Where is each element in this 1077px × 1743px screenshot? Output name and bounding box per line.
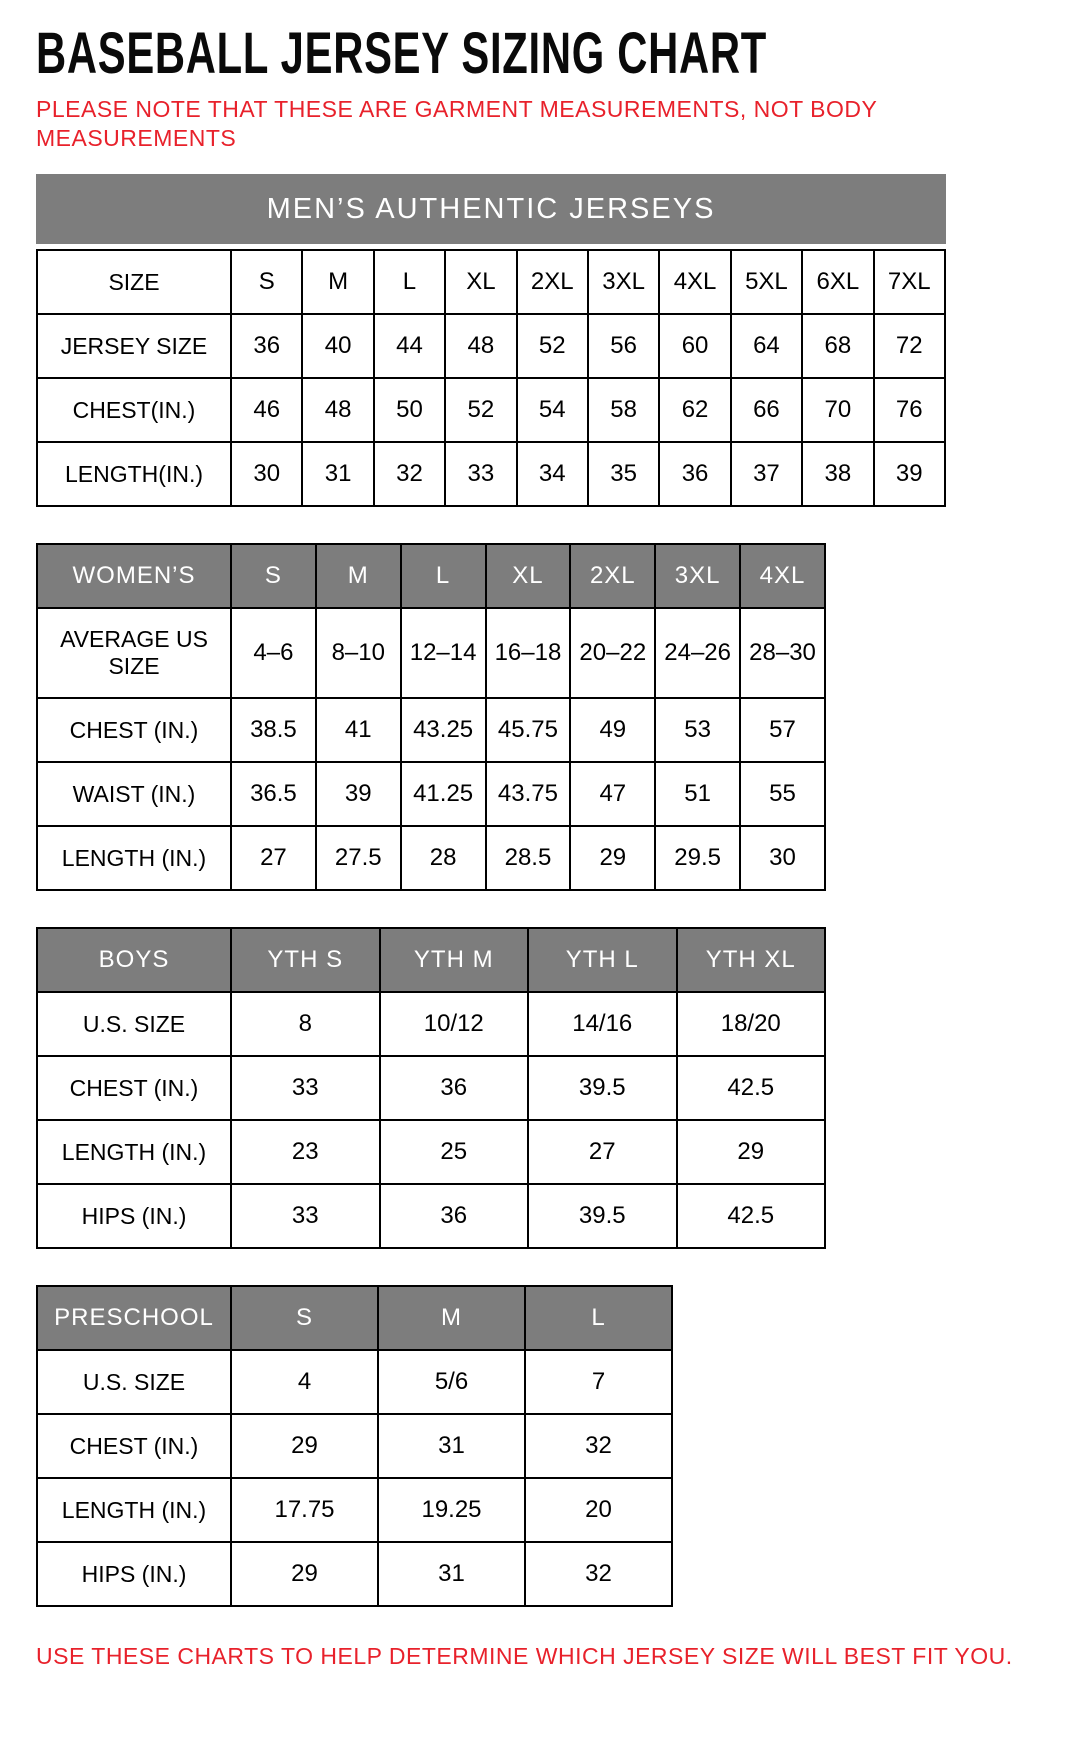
table-row [37,314,945,378]
value-cell: 70 [802,378,873,442]
table-row [37,1184,825,1248]
table-row [37,698,825,762]
value-cell: S [231,250,302,314]
row-label-cell: AVERAGE US SIZE [37,608,231,698]
value-cell: 7 [525,1350,672,1414]
value-cell: 56 [588,314,659,378]
value-cell: 40 [302,314,373,378]
value-cell: XL [445,250,516,314]
value-cell: 62 [659,378,730,442]
value-cell: 33 [445,442,516,506]
mens-size-table [36,249,946,507]
value-cell: 39 [874,442,945,506]
value-cell: M [302,250,373,314]
table-header-row [37,1286,672,1350]
value-cell: 49 [570,698,655,762]
value-cell: 31 [302,442,373,506]
size-header-cell: 3XL [655,544,740,608]
value-cell: 58 [588,378,659,442]
value-cell: 3XL [588,250,659,314]
row-label-cell: CHEST (IN.) [37,1414,231,1478]
value-cell: 5/6 [378,1350,525,1414]
value-cell: 18/20 [677,992,826,1056]
size-header-cell: YTH L [528,928,677,992]
value-cell: 33 [231,1056,380,1120]
value-cell: 27.5 [316,826,401,890]
header-label-cell: PRESCHOOL [37,1286,231,1350]
value-cell: 60 [659,314,730,378]
table-row [37,1478,672,1542]
value-cell: 55 [740,762,825,826]
value-cell: 6XL [802,250,873,314]
value-cell: 43.25 [401,698,486,762]
size-header-cell: YTH S [231,928,380,992]
value-cell: 4–6 [231,608,316,698]
table-row [37,1120,825,1184]
value-cell: 53 [655,698,740,762]
value-cell: 35 [588,442,659,506]
value-cell: 48 [302,378,373,442]
value-cell: 29 [570,826,655,890]
boys-size-table [36,927,826,1249]
row-label-cell: U.S. SIZE [37,992,231,1056]
value-cell: 76 [874,378,945,442]
value-cell: 36.5 [231,762,316,826]
value-cell: 31 [378,1542,525,1606]
value-cell: 33 [231,1184,380,1248]
table-row [37,826,825,890]
table-row [37,1350,672,1414]
table-row [37,992,825,1056]
value-cell: 48 [445,314,516,378]
value-cell: 45.75 [486,698,571,762]
value-cell: 29 [231,1414,378,1478]
value-cell: 39.5 [528,1184,677,1248]
value-cell: 46 [231,378,302,442]
value-cell: 24–26 [655,608,740,698]
size-header-cell: L [401,544,486,608]
value-cell: 12–14 [401,608,486,698]
value-cell: 25 [380,1120,529,1184]
size-header-cell: YTH M [380,928,529,992]
womens-section [36,543,1041,891]
value-cell: 38 [802,442,873,506]
value-cell: 8–10 [316,608,401,698]
mens-section [36,174,1041,507]
value-cell: 38.5 [231,698,316,762]
row-label-cell: U.S. SIZE [37,1350,231,1414]
value-cell: 52 [445,378,516,442]
row-label-cell: CHEST (IN.) [37,1056,231,1120]
table-header-row [37,544,825,608]
table-row [37,378,945,442]
value-cell: 10/12 [380,992,529,1056]
value-cell: 8 [231,992,380,1056]
header-label-cell: BOYS [37,928,231,992]
size-header-cell: 2XL [570,544,655,608]
womens-size-table [36,543,826,891]
table-row [37,1542,672,1606]
value-cell: 32 [525,1542,672,1606]
value-cell: 28–30 [740,608,825,698]
value-cell: 36 [380,1184,529,1248]
value-cell: 52 [517,314,588,378]
value-cell: 41 [316,698,401,762]
value-cell: 37 [731,442,802,506]
value-cell: 34 [517,442,588,506]
table-row [37,608,825,698]
table-row [37,762,825,826]
value-cell: 51 [655,762,740,826]
boys-section [36,927,1041,1249]
value-cell: 72 [874,314,945,378]
size-header-cell: YTH XL [677,928,826,992]
value-cell: 30 [231,442,302,506]
value-cell: 4XL [659,250,730,314]
value-cell: 57 [740,698,825,762]
size-header-cell: M [316,544,401,608]
row-label-cell: HIPS (IN.) [37,1542,231,1606]
value-cell: 47 [570,762,655,826]
value-cell: 28 [401,826,486,890]
value-cell: 2XL [517,250,588,314]
value-cell: 27 [231,826,316,890]
value-cell: 5XL [731,250,802,314]
value-cell: 30 [740,826,825,890]
header-label-cell: WOMEN’S [37,544,231,608]
page-title: BASEBALL JERSEY SIZING CHART [36,21,767,86]
row-label-cell: SIZE [37,250,231,314]
row-label-cell: JERSEY SIZE [37,314,231,378]
value-cell: 68 [802,314,873,378]
value-cell: 7XL [874,250,945,314]
value-cell: 39.5 [528,1056,677,1120]
table-header-row [37,928,825,992]
row-label-cell: LENGTH (IN.) [37,826,231,890]
row-label-cell: HIPS (IN.) [37,1184,231,1248]
value-cell: 36 [380,1056,529,1120]
value-cell: 29.5 [655,826,740,890]
size-header-cell: S [231,544,316,608]
value-cell: 14/16 [528,992,677,1056]
value-cell: 23 [231,1120,380,1184]
value-cell: 64 [731,314,802,378]
value-cell: 16–18 [486,608,571,698]
value-cell: 50 [374,378,445,442]
row-label-cell: CHEST(IN.) [37,378,231,442]
value-cell: 66 [731,378,802,442]
value-cell: 36 [659,442,730,506]
footer-text: USE THESE CHARTS TO HELP DETERMINE WHICH JERSEY SIZE WILL BEST FIT YOU. [36,1643,1013,1670]
row-label-cell: LENGTH (IN.) [37,1478,231,1542]
size-header-cell: M [378,1286,525,1350]
size-header-cell: XL [486,544,571,608]
table-row [37,442,945,506]
value-cell: 43.75 [486,762,571,826]
value-cell: 19.25 [378,1478,525,1542]
table-row [37,1056,825,1120]
size-header-cell: L [525,1286,672,1350]
mens-banner: MEN’S AUTHENTIC JERSEYS [36,174,946,244]
value-cell: 29 [677,1120,826,1184]
value-cell: 31 [378,1414,525,1478]
value-cell: 20 [525,1478,672,1542]
garment-measurements-note: PLEASE NOTE THAT THESE ARE GARMENT MEASUREMENTS, NOT BODY MEASUREMENTS [36,95,877,151]
value-cell: 42.5 [677,1184,826,1248]
row-label-cell: LENGTH (IN.) [37,1120,231,1184]
value-cell: 27 [528,1120,677,1184]
size-header-cell: 4XL [740,544,825,608]
value-cell: 32 [374,442,445,506]
size-header-cell: S [231,1286,378,1350]
value-cell: 4 [231,1350,378,1414]
value-cell: 36 [231,314,302,378]
preschool-size-table [36,1285,673,1607]
value-cell: 42.5 [677,1056,826,1120]
value-cell: 39 [316,762,401,826]
value-cell: 29 [231,1542,378,1606]
preschool-section [36,1285,1041,1607]
row-label-cell: LENGTH(IN.) [37,442,231,506]
table-row [37,1414,672,1478]
value-cell: 20–22 [570,608,655,698]
value-cell: 41.25 [401,762,486,826]
value-cell: 28.5 [486,826,571,890]
value-cell: 17.75 [231,1478,378,1542]
value-cell: 54 [517,378,588,442]
row-label-cell: CHEST (IN.) [37,698,231,762]
row-label-cell: WAIST (IN.) [37,762,231,826]
table-row [37,250,945,314]
value-cell: 44 [374,314,445,378]
value-cell: 32 [525,1414,672,1478]
value-cell: L [374,250,445,314]
